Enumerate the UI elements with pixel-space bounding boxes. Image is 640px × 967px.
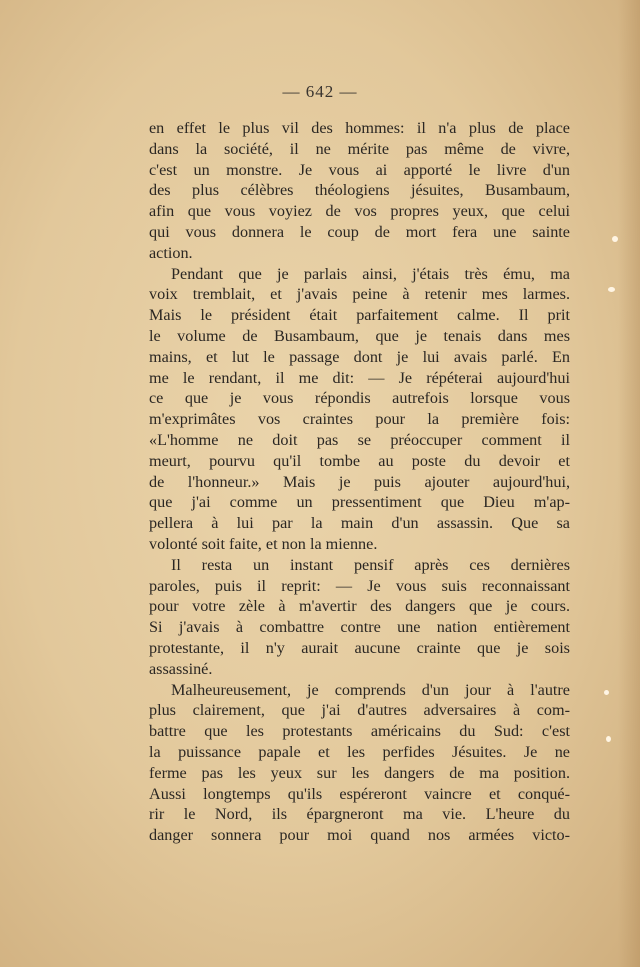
text-line: pour votre zèle à m'avertir des dangers que je cours. [149, 597, 570, 616]
text-line: me le rendant, il me dit: — Je répéterai aujourd'hui [149, 368, 570, 387]
paper-spot [604, 690, 609, 695]
text-line: dans la société, il ne mérite pas même de vivre, [149, 139, 570, 158]
text-line: action. [149, 243, 193, 262]
text-line: Si j'avais à combattre contre une nation entièrement [149, 618, 570, 637]
paper-spot [606, 736, 611, 742]
text-line: meurt, pourvu qu'il tombe au poste du devoir et [149, 451, 570, 470]
text-line: protestante, il n'y aurait aucune crainte que je sois [149, 638, 570, 657]
text-line: de l'honneur.» Mais je puis ajouter aujourd'hui, [149, 472, 570, 491]
text-line: afin que vous voyiez de vos propres yeux, que celui [149, 202, 570, 221]
text-line: Malheureusement, je comprends d'un jour à l'autre [171, 680, 570, 699]
text-line: m'exprimâtes vos craintes pour la première fois: [149, 410, 570, 429]
text-line: «L'homme ne doit pas se préoccuper comment il [149, 430, 570, 449]
text-line: rir le Nord, ils épargneront ma vie. L'heure du [149, 805, 570, 824]
text-line: des plus célèbres théologiens jésuites, Busambaum, [149, 181, 570, 200]
text-line: que j'ai comme un pressentiment que Dieu m'ap- [149, 493, 570, 512]
text-line: battre que les protestants américains du Sud: c'est [149, 722, 570, 741]
text-line: assassiné. [149, 659, 213, 678]
text-line: mains, et lut le passage dont je lui avais parlé. En [149, 347, 570, 366]
text-line: paroles, puis il reprit: — Je vous suis reconnaissant [149, 576, 570, 595]
text-line: voix tremblait, et j'avais peine à retenir mes larmes. [149, 285, 570, 304]
text-line: plus clairement, que j'ai d'autres adversaires à com- [149, 701, 570, 720]
text-line: ce que je vous répondis autrefois lorsque vous [149, 389, 570, 408]
text-line: qui vous donnera le coup de mort fera une sainte [149, 222, 570, 241]
text-line: volonté soit faite, et non la mienne. [149, 534, 378, 553]
paper-spot [608, 287, 615, 292]
text-line: danger sonnera pour moi quand nos armées victo- [149, 826, 570, 845]
text-line: en effet le plus vil des hommes: il n'a plus de place [149, 119, 570, 137]
text-line: c'est un monstre. Je vous ai apporté le livre d'un [149, 160, 570, 179]
body-text [149, 118, 570, 846]
text-line: Aussi longtemps qu'ils espéreront vaincre et conqué- [149, 784, 570, 803]
text-line: Il resta un instant pensif après ces dernières [171, 555, 570, 574]
text-line: Mais le président était parfaitement calme. Il prit [149, 306, 570, 325]
page-edge-shadow [618, 0, 640, 967]
text-line: Pendant que je parlais ainsi, j'étais très ému, ma [171, 264, 570, 283]
page-number: — 642 — [282, 82, 358, 101]
text-line: ferme pas les yeux sur les dangers de ma position. [149, 763, 570, 782]
text-line: la puissance papale et les perfides Jésuites. Je ne [149, 742, 570, 761]
text-line: pellera à lui par la main d'un assassin. Que sa [149, 514, 570, 533]
paper-spot [612, 236, 618, 242]
text-line: le volume de Busambaum, que je tenais dans mes [149, 326, 570, 345]
